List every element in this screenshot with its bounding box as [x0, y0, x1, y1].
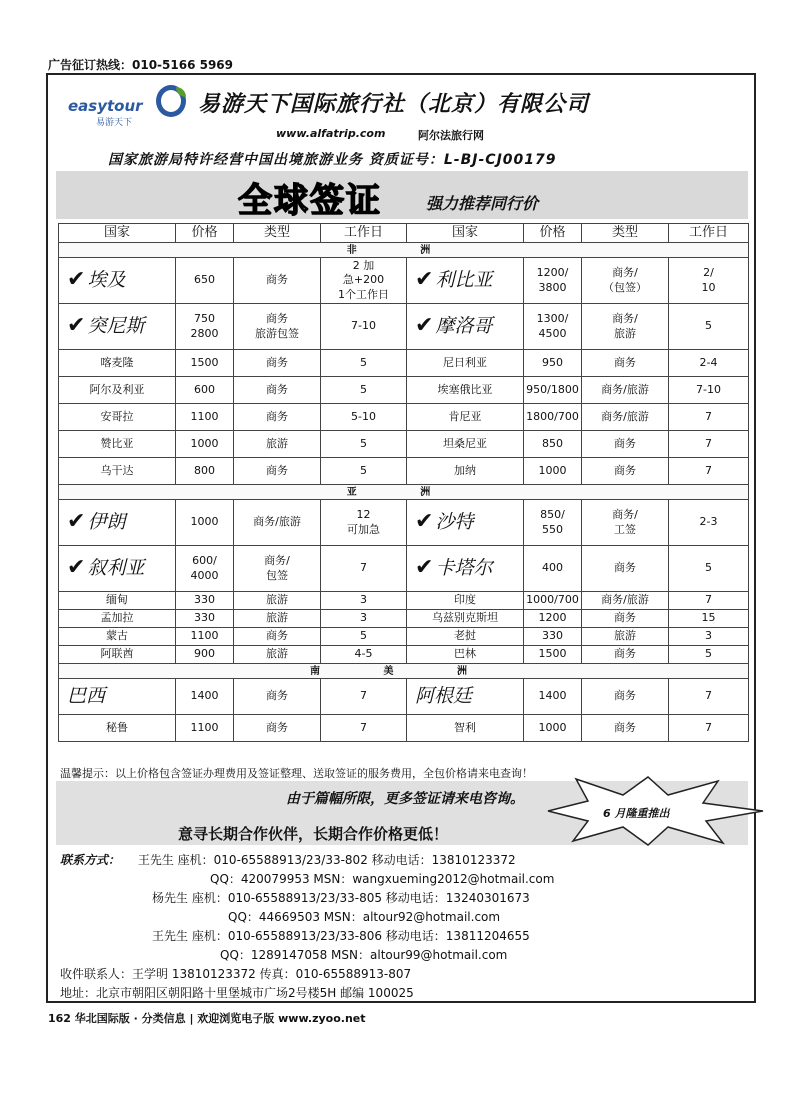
type-cell: 商务/旅游: [582, 377, 669, 404]
days-cell: 7: [669, 458, 749, 485]
type-cell: 商务/ 旅游: [582, 304, 669, 350]
price-cell: 1200/ 3800: [524, 258, 582, 304]
price-cell: 1200: [524, 610, 582, 628]
country-name: 肯尼亚: [448, 409, 482, 423]
price-cell: 1000: [524, 715, 582, 742]
checkmark-icon: ✔: [67, 555, 86, 581]
type-cell: 旅游: [234, 592, 321, 610]
country-name: 埃塞俄比亚: [437, 382, 493, 396]
days-cell: 5: [321, 628, 407, 646]
price-cell: 600/ 4000: [176, 546, 234, 592]
type-cell: 商务: [234, 258, 321, 304]
days-cell: 5-10: [321, 404, 407, 431]
days-cell: 7: [669, 679, 749, 715]
table-body: [59, 243, 749, 742]
country-name: 缅甸: [106, 593, 128, 607]
license-line: 国家旅游局特许经营中国出境旅游业务 资质证号：L-BJ-CJ00179: [108, 152, 557, 168]
days-cell: 7-10: [321, 304, 407, 350]
price-cell: 850/ 550: [524, 500, 582, 546]
country-cell: [407, 500, 524, 546]
country-cell: [59, 458, 176, 485]
type-cell: 旅游: [582, 628, 669, 646]
country-cell: [407, 592, 524, 610]
days-cell: 7: [669, 715, 749, 742]
country-cell: [59, 258, 176, 304]
checkmark-icon: ✔: [67, 313, 86, 339]
country-cell: [407, 715, 524, 742]
type-cell: 商务/ 包签: [234, 546, 321, 592]
type-cell: 旅游: [234, 610, 321, 628]
type-cell: 商务/ 工签: [582, 500, 669, 546]
ad-hotline: 广告征订热线：010-5166 5969: [48, 58, 234, 72]
type-cell: 商务: [234, 458, 321, 485]
price-cell: 900: [176, 646, 234, 664]
type-cell: 商务: [582, 350, 669, 377]
region-row: [59, 243, 749, 258]
contact-line: 王先生 座机：010-65588913/23/33-802 移动电话：13810123372: [137, 853, 516, 867]
type-cell: 商务/旅游: [234, 500, 321, 546]
country-cell: [59, 500, 176, 546]
country-cell: [407, 377, 524, 404]
header-days: 工作日: [321, 224, 407, 243]
country-name: 叙利亚: [87, 557, 145, 580]
price-cell: 950: [524, 350, 582, 377]
type-cell: 旅游: [234, 646, 321, 664]
contact-line: QQ：44669503 MSN：altour92@hotmail.com: [228, 910, 501, 924]
country-cell: [407, 646, 524, 664]
checkmark-icon: ✔: [415, 313, 434, 339]
banner-background: [56, 171, 748, 219]
banner-title: 全球签证: [238, 181, 382, 221]
country-cell: [407, 546, 524, 592]
receiver-line: 收件联系人：王学明 13810123372 传真：010-65588913-807: [60, 967, 412, 981]
header-type: 类型: [234, 224, 321, 243]
days-cell: 3: [669, 628, 749, 646]
country-name: 孟加拉: [100, 611, 134, 625]
region-row: [59, 664, 749, 679]
table-row: [59, 592, 749, 610]
price-cell: 750 2800: [176, 304, 234, 350]
country-name: 喀麦隆: [100, 355, 134, 369]
type-cell: 商务: [582, 431, 669, 458]
website-link[interactable]: www.alfatrip.com: [276, 127, 386, 140]
days-cell: 3: [321, 610, 407, 628]
table-row: [59, 258, 749, 304]
country-name: 埃及: [87, 269, 126, 292]
days-cell: 5: [669, 304, 749, 350]
table-row: [59, 679, 749, 715]
contact-line: QQ：420079953 MSN：wangxueming2012@hotmail.com: [210, 872, 555, 886]
website-name: 阿尔法旅行网: [418, 129, 484, 142]
country-cell: [59, 715, 176, 742]
type-cell: 商务: [234, 404, 321, 431]
type-cell: 商务: [582, 458, 669, 485]
country-name: 老挝: [454, 629, 476, 643]
price-cell: 1500: [176, 350, 234, 377]
country-name: 印度: [454, 593, 476, 607]
days-cell: 2/ 10: [669, 258, 749, 304]
country-name: 坦桑尼亚: [443, 436, 487, 450]
region-label: 亚 洲: [59, 485, 749, 500]
table-header-row: [59, 224, 749, 243]
country-name: 智利: [454, 720, 476, 734]
price-cell: 330: [176, 592, 234, 610]
days-cell: 5: [321, 458, 407, 485]
price-cell: 1500: [524, 646, 582, 664]
country-name: 巴林: [454, 647, 476, 661]
days-cell: 12 可加急: [321, 500, 407, 546]
days-cell: 7-10: [669, 377, 749, 404]
type-cell: 商务: [234, 377, 321, 404]
country-name: 卡塔尔: [435, 557, 493, 580]
checkmark-icon: ✔: [415, 555, 434, 581]
more-visa-text: 由于篇幅所限，更多签证请来电咨询。: [286, 791, 524, 807]
header-days: 工作日: [669, 224, 749, 243]
country-name: 摩洛哥: [435, 315, 493, 338]
region-label: 南 美 洲: [59, 664, 749, 679]
price-cell: 850: [524, 431, 582, 458]
region-row: [59, 485, 749, 500]
type-cell: 商务: [582, 646, 669, 664]
contact-line: 王先生 座机：010-65588913/23/33-806 移动电话：13811204655: [152, 929, 530, 943]
price-cell: 330: [524, 628, 582, 646]
table-row: [59, 628, 749, 646]
table-row: [59, 431, 749, 458]
type-cell: 商务/旅游: [582, 592, 669, 610]
type-cell: 商务: [234, 350, 321, 377]
country-name: 突尼斯: [87, 315, 145, 338]
type-cell: 商务: [234, 715, 321, 742]
country-cell: [407, 404, 524, 431]
days-cell: 4-5: [321, 646, 407, 664]
price-cell: 1000: [524, 458, 582, 485]
ad-frame: [46, 73, 756, 1003]
country-cell: [59, 377, 176, 404]
table-row: [59, 610, 749, 628]
logo-sub: 易游天下: [96, 118, 133, 128]
type-cell: 商务: [234, 628, 321, 646]
type-cell: 商务: [582, 610, 669, 628]
type-cell: 商务: [234, 679, 321, 715]
price-cell: 1400: [524, 679, 582, 715]
type-cell: 商务: [582, 715, 669, 742]
country-cell: [407, 304, 524, 350]
days-cell: 15: [669, 610, 749, 628]
country-cell: [59, 628, 176, 646]
country-name: 蒙古: [106, 629, 128, 643]
visa-price-table: [58, 223, 749, 742]
country-name: 利比亚: [435, 269, 493, 292]
country-name: 赞比亚: [100, 436, 134, 450]
country-cell: [59, 646, 176, 664]
table-row: [59, 715, 749, 742]
table-row: [59, 458, 749, 485]
price-cell: 950/1800: [524, 377, 582, 404]
checkmark-icon: ✔: [67, 267, 86, 293]
logo-text: easytour: [68, 97, 143, 115]
price-cell: 650: [176, 258, 234, 304]
days-cell: 7: [669, 404, 749, 431]
price-cell: 1100: [176, 628, 234, 646]
logo: [68, 83, 188, 127]
note-text: 温馨提示：以上价格包含签证办理费用及签证整理、送取签证的服务费用，全包价格请来电查询！: [60, 767, 533, 780]
country-name: 乌干达: [100, 463, 134, 477]
company-name: 易游天下国际旅行社（北京）有限公司: [198, 92, 590, 117]
country-name: 沙特: [435, 511, 474, 534]
country-cell: [59, 404, 176, 431]
country-cell: [407, 431, 524, 458]
country-cell: [59, 304, 176, 350]
partner-text: 意寻长期合作伙伴，长期合作价格更低！: [178, 825, 449, 843]
header-country: 国家: [407, 224, 524, 243]
days-cell: 5: [321, 431, 407, 458]
country-cell: [59, 679, 176, 715]
country-name: 巴西: [67, 685, 106, 708]
price-cell: 1300/ 4500: [524, 304, 582, 350]
table-row: [59, 546, 749, 592]
price-cell: 800: [176, 458, 234, 485]
country-cell: [407, 258, 524, 304]
page-footer: 162 华北国际版 · 分类信息 | 欢迎浏览电子版 www.zyoo.net: [48, 1012, 366, 1025]
days-cell: 2-4: [669, 350, 749, 377]
table-row: [59, 304, 749, 350]
type-cell: 商务 旅游包签: [234, 304, 321, 350]
country-name: 阿联酋: [100, 647, 134, 661]
type-cell: 旅游: [234, 431, 321, 458]
checkmark-icon: ✔: [415, 509, 434, 535]
price-cell: 1000: [176, 500, 234, 546]
country-name: 安哥拉: [100, 409, 134, 423]
days-cell: 2-3: [669, 500, 749, 546]
contact-block: [60, 851, 554, 1003]
type-cell: 商务: [582, 546, 669, 592]
days-cell: 7: [321, 715, 407, 742]
price-cell: 400: [524, 546, 582, 592]
type-cell: 商务/ （包签）: [582, 258, 669, 304]
country-cell: [59, 431, 176, 458]
table-row: [59, 404, 749, 431]
checkmark-icon: ✔: [415, 267, 434, 293]
contact-line: 杨先生 座机：010-65588913/23/33-805 移动电话：13240301673: [152, 891, 530, 905]
country-name: 阿尔及利亚: [89, 382, 145, 396]
header-country: 国家: [59, 224, 176, 243]
region-label: 非 洲: [59, 243, 749, 258]
country-cell: [407, 350, 524, 377]
country-cell: [59, 546, 176, 592]
days-cell: 2 加 急+200 1个工作日: [321, 258, 407, 304]
price-cell: 330: [176, 610, 234, 628]
table-row: [59, 350, 749, 377]
days-cell: 5: [321, 350, 407, 377]
country-cell: [59, 592, 176, 610]
country-cell: [407, 628, 524, 646]
price-cell: 1000/700: [524, 592, 582, 610]
country-cell: [407, 610, 524, 628]
type-cell: 商务: [582, 679, 669, 715]
days-cell: 5: [669, 646, 749, 664]
country-cell: [59, 610, 176, 628]
price-cell: 1400: [176, 679, 234, 715]
banner-subtitle: 强力推荐同行价: [426, 194, 539, 213]
days-cell: 7: [669, 592, 749, 610]
country-name: 阿根廷: [415, 685, 473, 708]
table-row: [59, 500, 749, 546]
country-name: 秘鲁: [106, 720, 128, 734]
header-type: 类型: [582, 224, 669, 243]
country-cell: [407, 458, 524, 485]
contact-label: 联系方式：: [60, 853, 121, 867]
price-cell: 1100: [176, 715, 234, 742]
price-cell: 1800/700: [524, 404, 582, 431]
checkmark-icon: ✔: [67, 509, 86, 535]
type-cell: 商务/旅游: [582, 404, 669, 431]
header-price: 价格: [176, 224, 234, 243]
price-cell: 1100: [176, 404, 234, 431]
country-name: 伊朗: [87, 511, 126, 534]
country-name: 尼日利亚: [443, 355, 487, 369]
contact-line: QQ：1289147058 MSN：altour99@hotmail.com: [220, 948, 508, 962]
price-cell: 1000: [176, 431, 234, 458]
country-name: 乌兹别克斯坦: [432, 611, 498, 625]
address-line: 地址：北京市朝阳区朝阳路十里堡城市广场2号楼5H 邮编 100025: [60, 986, 414, 1000]
table-row: [59, 646, 749, 664]
days-cell: 7: [321, 546, 407, 592]
table-row: [59, 377, 749, 404]
country-cell: [59, 350, 176, 377]
days-cell: 5: [669, 546, 749, 592]
days-cell: 3: [321, 592, 407, 610]
days-cell: 5: [321, 377, 407, 404]
star-text: 6 月隆重推出: [603, 807, 670, 820]
country-cell: [407, 679, 524, 715]
country-name: 加纳: [454, 463, 476, 477]
days-cell: 7: [321, 679, 407, 715]
days-cell: 7: [669, 431, 749, 458]
header-price: 价格: [524, 224, 582, 243]
price-cell: 600: [176, 377, 234, 404]
